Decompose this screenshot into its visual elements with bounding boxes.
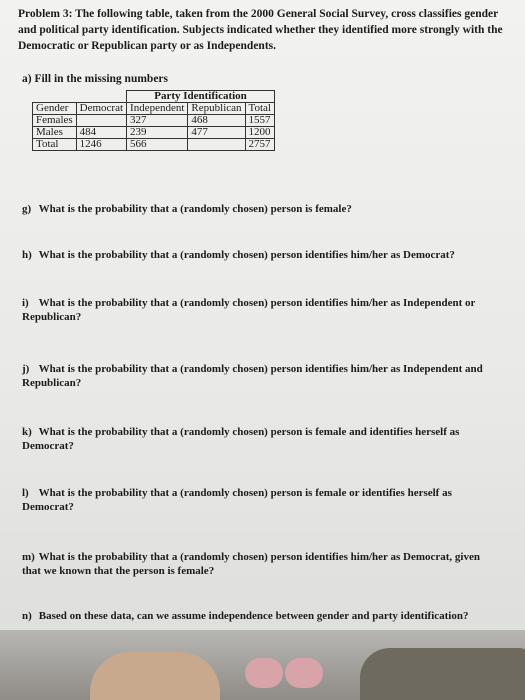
question-m	[22, 550, 492, 578]
problem-label: Problem 3:	[18, 8, 73, 20]
table-cell: Males	[33, 127, 77, 139]
table-cell: Females	[33, 115, 77, 127]
table-cell: 468	[188, 115, 245, 127]
header-cell: Republican	[188, 103, 245, 115]
question-i	[22, 296, 492, 324]
problem-statement	[18, 6, 513, 54]
table-row	[33, 127, 282, 139]
part-a-heading: a) Fill in the missing numbers	[22, 73, 169, 85]
question-label: l)	[22, 487, 29, 499]
question-label: n)	[22, 610, 32, 622]
table-header-row	[33, 103, 282, 115]
shoe-image	[360, 648, 525, 700]
question-text: What is the probability that a (randomly chosen) person identifies him/her as Democrat?	[38, 249, 455, 261]
table-spanning-row	[33, 91, 282, 103]
table-cell: Total	[33, 139, 77, 151]
table-row	[33, 139, 282, 151]
table-cell: 327	[127, 115, 188, 127]
table-cell: 1200	[245, 127, 274, 139]
question-text: What is the probability that a (randomly chosen) person identifies him/her as Democrat, given that we known that the person is female?	[22, 551, 480, 577]
table-cell: 484	[76, 127, 126, 139]
table-cell: 477	[188, 127, 245, 139]
question-label: i)	[22, 297, 29, 309]
table-row	[33, 115, 282, 127]
question-text: What is the probability that a (randomly chosen) person is female or identifies herself as Democrat?	[22, 487, 452, 513]
question-text: What is the probability that a (randomly chosen) person is female and identifies herself as Democrat?	[22, 426, 460, 452]
question-label: h)	[22, 249, 32, 261]
header-cell: Total	[245, 103, 274, 115]
question-h	[22, 248, 492, 262]
table-cell: 1557	[245, 115, 274, 127]
sandal-image	[90, 652, 220, 700]
question-label: k)	[22, 426, 32, 438]
table-cell: 566	[127, 139, 188, 151]
header-cell: Democrat	[76, 103, 126, 115]
table-cell: 2757	[245, 139, 274, 151]
sandal-strap	[245, 658, 283, 688]
party-identification-table	[32, 90, 282, 151]
question-text: What is the probability that a (randomly chosen) person is female?	[38, 203, 352, 215]
question-k	[22, 425, 492, 453]
question-label: m)	[22, 551, 35, 563]
problem-text: The following table, taken from the 2000 General Social Survey, cross classifies gender and political party identification. Subjects indicated whether they identified more strongly with the Democratic or Republican party or as Independents.	[18, 8, 503, 52]
header-cell: Gender	[33, 103, 77, 115]
header-cell: Independent	[127, 103, 188, 115]
table-cell	[188, 139, 245, 151]
question-j	[22, 362, 492, 390]
question-text: What is the probability that a (randomly chosen) person identifies him/her as Independent or Republican?	[22, 297, 476, 323]
question-n	[22, 609, 492, 623]
question-l	[22, 486, 492, 514]
table-cell: 1246	[76, 139, 126, 151]
question-label: j)	[22, 363, 30, 375]
question-text: What is the probability that a (randomly chosen) person identifies him/her as Independent and Republican?	[22, 363, 483, 389]
question-g	[22, 202, 492, 216]
spanning-header: Party Identification	[127, 91, 275, 103]
question-label: g)	[22, 203, 32, 215]
table-cell	[76, 115, 126, 127]
question-text: Based on these data, can we assume independence between gender and party identification?	[38, 610, 469, 622]
table-cell: 239	[127, 127, 188, 139]
sandal-strap	[285, 658, 323, 688]
